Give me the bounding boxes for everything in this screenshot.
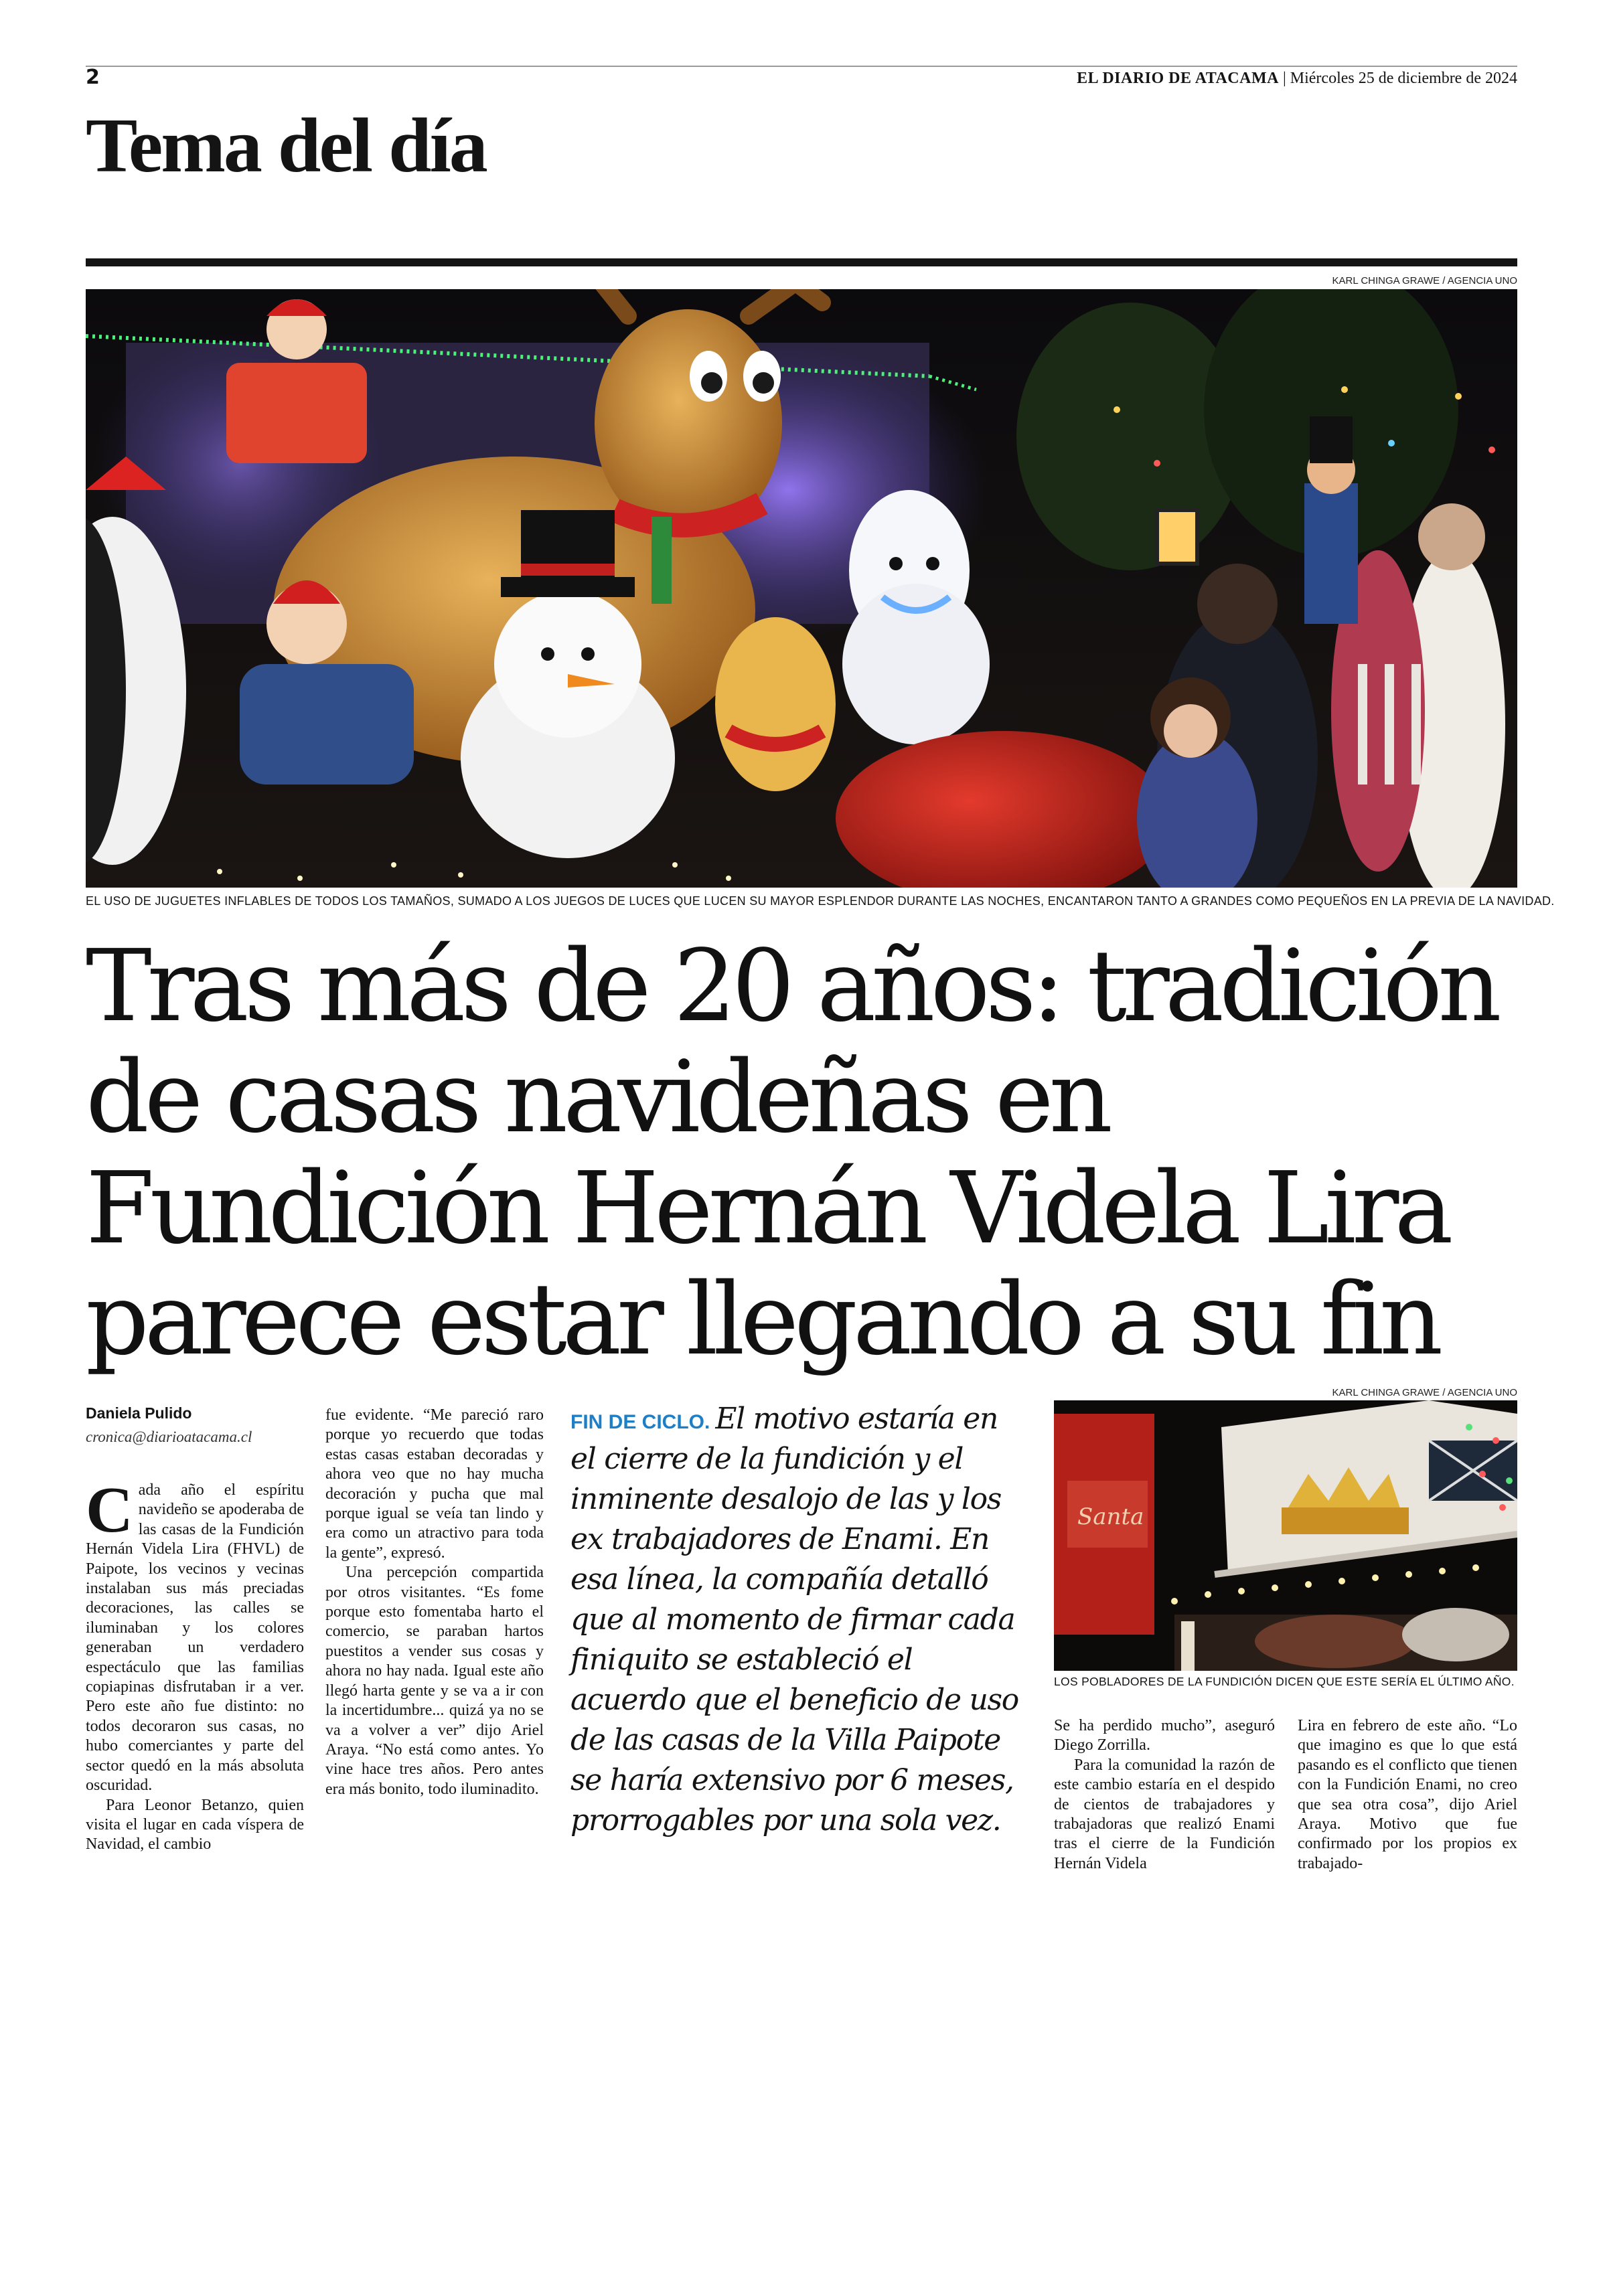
page-number: 2	[86, 66, 100, 89]
pull-quote-kicker: FIN DE CICLO.	[570, 1411, 710, 1433]
issue-date: Miércoles 25 de diciembre de 2024	[1290, 70, 1517, 87]
body-paragraph: Se ha perdido mucho”, aseguró Diego Zorrilla.	[1054, 1717, 1275, 1754]
pull-quote	[570, 1399, 1026, 1841]
mailbox-sign-text: Santa	[1077, 1503, 1144, 1530]
section-rule	[86, 258, 1517, 266]
article-headline: Tras más de 20 años: tradición de casas navideñas en Fundición Hernán Videla Lira parece estar llegando a su fin	[86, 928, 1497, 1377]
second-photo	[1054, 1400, 1517, 1671]
body-paragraph: Para Leonor Betanzo, quien visita el lugar en cada víspera de Navidad, el cambio	[86, 1796, 304, 1854]
section-title: Tema del día	[86, 103, 486, 189]
second-photo-credit: KARL CHINGA GRAWE / AGENCIA UNO	[1332, 1387, 1517, 1398]
paragraph-text: ada año el espíritu navideño se apoderaba de las casas de la Fundición Hernán Videla Lira (FHVL) de Paipote, los vecinos y vecinas instalaban sus más preciadas decoraciones, las calles se iluminaban y los colores generaban un verdadero espectáculo que las familias copiapinas disfrutaban ir a ver. Pero este año fue distinto: no todos decoraron sus casas, no hubo comerciantes y parte del sector quedó en la más absoluta oscuridad.	[86, 1481, 304, 1795]
body-paragraph	[86, 1474, 304, 1796]
byline-email: cronica@diarioatacama.cl	[86, 1428, 252, 1445]
body-column-3	[1054, 1716, 1275, 1874]
body-column-2	[325, 1406, 544, 1799]
body-column-1	[86, 1474, 304, 1855]
second-photo-caption: LOS POBLADORES DE LA FUNDICIÓN DICEN QUE ESTE SERÍA EL ÚLTIMO AÑO.	[1054, 1675, 1515, 1688]
masthead-separator: |	[1282, 70, 1286, 87]
drop-cap: C	[86, 1474, 133, 1546]
header-rule	[86, 66, 1517, 67]
hero-photo-credit: KARL CHINGA GRAWE / AGENCIA UNO	[1332, 275, 1517, 286]
body-column-4	[1298, 1716, 1517, 1874]
body-paragraph: fue evidente. “Me pareció raro porque yo recuerdo que todas estas casas estaban decoradas y ahora veo que no hay mucha decoración y pucha que mal porque igual se veía tan lindo y era como un atractivo para toda la gente”, expresó.	[325, 1406, 544, 1562]
byline-author: Daniela Pulido	[86, 1404, 192, 1422]
body-paragraph: Una percepción compartida por otros visitantes. “Es fome porque esto fomentaba harto el comercio, se paraban hartos puestitos a vender sus cosas y ahora no hay nada. Igual este año llegó harta gente y se va a ir con la incertidumbre... quizá ya no se va a volver a ver” dijo Ariel Araya. “No está como antes. Yo vine hace tres años. Pero antes era más bonito, todo iluminadito.	[325, 1564, 544, 1798]
hero-photo	[86, 289, 1517, 888]
pull-quote-text: El motivo estaría en el cierre de la fundición y el inminente desalojo de las y los ex trabajadores de Enami. En esa línea, la compañía detalló que al momento de firmar cada finiquito se estableció el acuerdo que el beneficio de uso de las casas de la Villa Paipote se haría extensivo por 6 meses, prorrogables por una sola vez.	[570, 1402, 1018, 1837]
publication-name: EL DIARIO DE ATACAMA	[1077, 70, 1279, 87]
body-paragraph: Lira en febrero de este año. “Lo que imagino es que lo que está pasando es el conflicto que tienen con la Fundición Enami, no creo que sea otra cosa”, dijo Ariel Araya. Motivo que fue confirmado por los propios ex trabajado-	[1298, 1717, 1517, 1872]
body-paragraph: Para la comunidad la razón de este cambio estaría en el despido de cientos de trabajadores y trabajadoras que realizó Enami tras el cierre de la Fundición Hernán Videla	[1054, 1756, 1275, 1872]
masthead	[1077, 70, 1517, 88]
hero-photo-caption: EL USO DE JUGUETES INFLABLES DE TODOS LOS TAMAÑOS, SUMADO A LOS JUEGOS DE LUCES QUE LUCEN SU MAYOR ESPLENDOR DURANTE LAS NOCHES, ENCANTARON TANTO A GRANDES COMO PEQUEÑOS EN LA PREVIA DE LA NAVIDAD.	[86, 894, 1555, 908]
